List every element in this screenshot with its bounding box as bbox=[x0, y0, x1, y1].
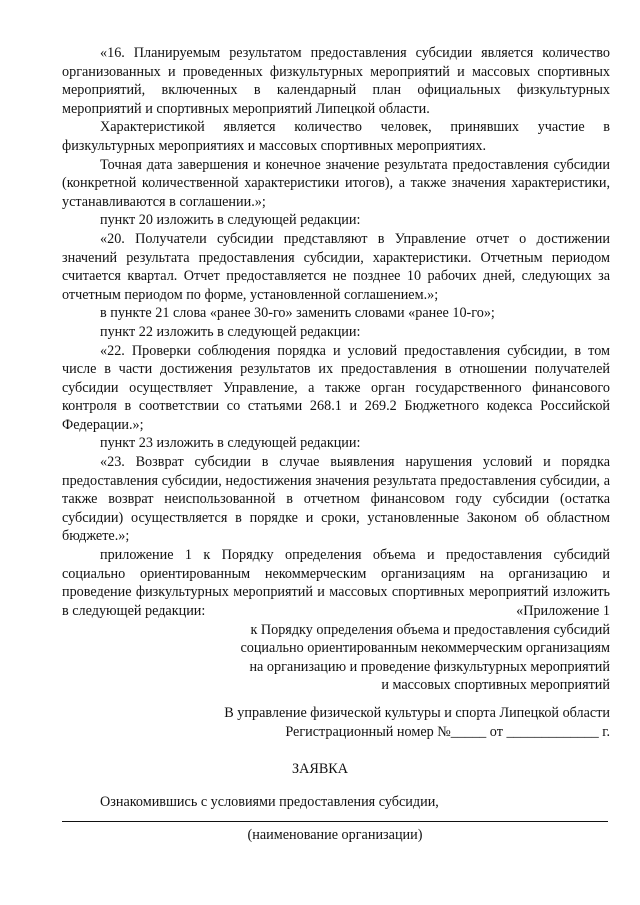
addressee-block bbox=[90, 704, 610, 741]
organization-name-caption: (наименование организации) bbox=[247, 827, 423, 843]
paragraph-item-23: «23. Возврат субсидии в случае выявления нарушения условий и порядка предоставления субсидии, недостижения значения результата предоставления субсидии, а также возврат неиспользованной в отчетном финансовом году субсидии (остатка субсидии) осуществляется в порядке и сроки, установленные Законом об областном бюджете.»; bbox=[62, 454, 610, 545]
registration-number-line: Регистрационный номер №_____ от _____________ г. bbox=[285, 723, 610, 740]
application-intro: Ознакомившись с условиями предоставления субсидии, bbox=[100, 794, 439, 810]
paragraph-item-16: «16. Планируемым результатом предоставления субсидии является количество организованных и проведенных физкультурных мероприятий и массовых спортивных мероприятий, включенных в календарный план официальных физкультурных мероприятий и спортивных мероприятий Липецкой области. bbox=[62, 45, 610, 117]
paragraph-characteristic: Характеристикой является количество человек, принявших участие в физкультурных мероприятиях и массовых спортивных мероприятиях. bbox=[62, 119, 610, 154]
paragraph-item-22-instruction: пункт 22 изложить в следующей редакции: bbox=[100, 323, 361, 340]
paragraph-item-23-instruction: пункт 23 изложить в следующей редакции: bbox=[100, 435, 361, 452]
appendix-line: к Порядку определения объема и предоставления субсидий bbox=[250, 621, 610, 638]
amendment-text bbox=[62, 44, 610, 620]
appendix-line: и массовых спортивных мероприятий bbox=[381, 677, 610, 694]
appendix-line: на организацию и проведение физкультурных мероприятий bbox=[249, 658, 610, 675]
appendix-header bbox=[140, 602, 610, 695]
appendix-line: «Приложение 1 bbox=[516, 603, 610, 619]
paragraph-item-20-instruction: пункт 20 изложить в следующей редакции: bbox=[100, 212, 361, 229]
paragraph-appendix-instruction: приложение 1 к Порядку определения объема и предоставления субсидий социально ориентированным некоммерческим организациям на организацию и проведение физкультурных мероприятий и массовых спортивных мероприятий изложить в следующей редакции: bbox=[62, 547, 610, 619]
paragraph-item-20: «20. Получатели субсидии представляют в Управление отчет о достижении значений результата предоставления субсидии, характеристики. Отчетным периодом считается квартал. Отчет предоставляется не позднее 10 рабочих дней, следующих за отчетным периодом по форме, установленной соглашением.»; bbox=[62, 230, 610, 303]
appendix-line: социально ориентированным некоммерческим организациям bbox=[240, 640, 610, 657]
addressee-line: В управление физической культуры и спорта Липецкой области bbox=[224, 705, 610, 721]
paragraph-item-21-instruction: в пункте 21 слова «ранее 30-го» заменить словами «ранее 10-го»; bbox=[100, 305, 495, 322]
application-title: ЗАЯВКА bbox=[292, 761, 348, 777]
paragraph-item-22: «22. Проверки соблюдения порядка и условий предоставления субсидии, в том числе в части достижения результатов их предоставления в отношении получателей субсидии осуществляет Управление, а также орган государственного финансового контроля в соответствии со статьями 268.1 и 269.2 Бюджетного кодекса Российской Федерации.»; bbox=[62, 342, 610, 433]
paragraph-result-date: Точная дата завершения и конечное значение результата предоставления субсидии (конкретной количественной характеристики итогов), а также значения характеристики, устанавливаются в соглашении.»; bbox=[62, 156, 610, 210]
organization-name-line bbox=[62, 821, 608, 822]
